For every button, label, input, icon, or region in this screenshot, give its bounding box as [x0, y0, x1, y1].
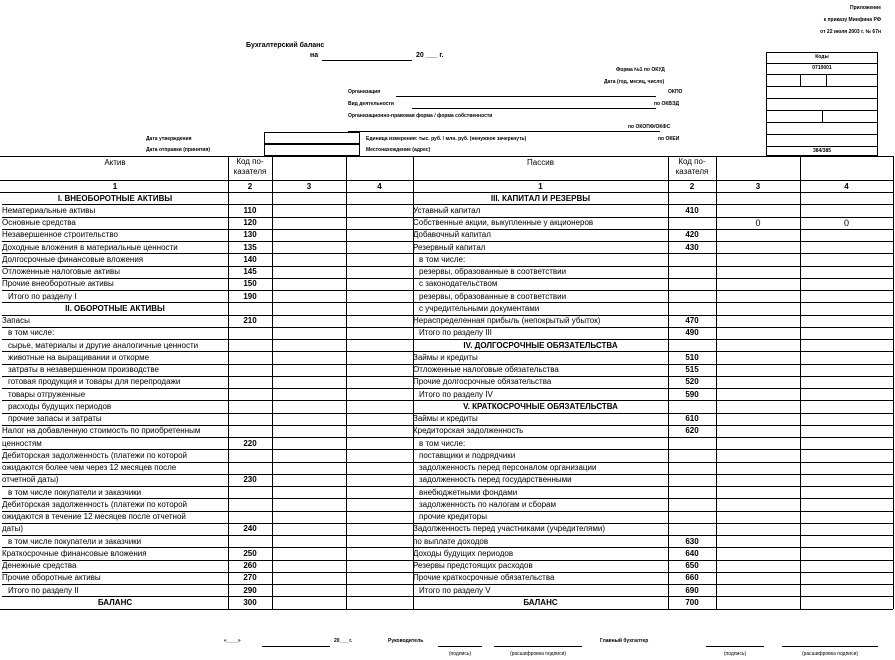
approve-date-label: Дата утверждения — [146, 136, 192, 142]
row-code-left: 240 — [243, 524, 257, 534]
passiv-header: Пассив — [527, 158, 554, 167]
row-label-left: животные на выращивании и откорме — [8, 352, 150, 362]
okpo-label: ОКПО — [668, 89, 683, 95]
row-label-left: в том числе покупатели и заказчики — [8, 487, 142, 497]
okved-label: по ОКВЭД — [654, 101, 680, 107]
row-label-right: резервы, образованные в соответствии — [419, 291, 567, 301]
address-label: Местонахождение (адрес) — [366, 147, 431, 153]
okei-label: по ОКЕИ — [658, 136, 680, 142]
code-okud: 0710001 — [812, 65, 832, 71]
row-code-left: 120 — [243, 218, 257, 227]
row-code-right: 640 — [685, 548, 699, 558]
row-label-left: Прочие оборотные активы — [2, 573, 101, 583]
head-decode-caption: (расшифровка подписи) — [509, 651, 567, 657]
row-label-right: Доходы будущих периодов — [413, 548, 514, 558]
row-label-right: БАЛАНС — [523, 597, 558, 607]
row-label-left: Денежные средства — [2, 561, 77, 570]
code-header-right-2: казателя — [675, 167, 709, 176]
row-label-right: Итого по разделу IV — [419, 389, 493, 399]
row-label-right: Прочие долгосрочные обязательства — [413, 377, 552, 387]
row-label-left: БАЛАНС — [97, 597, 133, 607]
row-label-left: Краткосрочные финансовые вложения — [2, 548, 147, 558]
row-code-right: 410 — [685, 205, 699, 215]
row-value-col3-right: 0 — [755, 218, 761, 228]
row-label-left: Долгосрочные финансовые вложения — [2, 254, 144, 264]
row-code-right: 420 — [685, 230, 699, 240]
order-line-2: от 22 июля 2003 г. № 67н — [820, 29, 881, 35]
row-label-left: Прочие внеоборотные активы — [2, 279, 114, 289]
col-number-3-left: 3 — [306, 182, 312, 191]
row-label-right: Добавочный капитал — [413, 230, 491, 240]
row-label-right: Задолженность перед участниками (учредителями) — [413, 524, 605, 534]
row-label-right: Резервы предстоящих расходов — [413, 561, 533, 570]
codes-title: Коды — [815, 54, 829, 60]
row-label-left: Запасы — [2, 316, 30, 325]
row-label-right: по выплате доходов — [413, 536, 489, 546]
row-label-left: II. ОБОРОТНЫЕ АКТИВЫ — [65, 303, 165, 313]
row-code-left: 260 — [243, 561, 257, 570]
col-number-3-right: 3 — [755, 182, 761, 191]
row-code-right: 650 — [685, 561, 699, 570]
on-date-label: на — [310, 52, 319, 59]
aktiv-header: Актив — [104, 158, 126, 167]
code-okei: 384/385 — [812, 148, 832, 154]
code-header-left-2: казателя — [233, 167, 267, 176]
row-label-right: Итого по разделу III — [419, 328, 492, 338]
row-label-right: Отложенные налоговые обязательства — [413, 365, 559, 374]
row-label-right: III. КАПИТАЛ И РЕЗЕРВЫ — [490, 193, 591, 203]
row-code-left: 220 — [243, 438, 257, 448]
row-label-left: Налог на добавленную стоимость по приобретенным — [2, 426, 201, 436]
row-label-right: прочие кредиторы — [419, 512, 487, 521]
row-label-right: задолженность перед персоналом организации — [419, 463, 597, 472]
row-label-left: прочие запасы и затраты — [8, 414, 102, 423]
row-code-right: 700 — [685, 597, 699, 607]
code-header-right-1: Код по- — [678, 157, 706, 166]
row-code-right: 430 — [685, 242, 699, 252]
row-label-right: V. КРАТКОСРОЧНЫЕ ОБЯЗАТЕЛЬСТВА — [463, 401, 618, 411]
row-code-left: 250 — [243, 548, 257, 558]
row-label-right: IV. ДОЛГОСРОЧНЫЕ ОБЯЗАТЕЛЬСТВА — [463, 340, 618, 350]
row-label-left: даты) — [2, 524, 24, 534]
col-number-2-right: 2 — [689, 182, 695, 191]
row-label-left: товары отгруженные — [8, 389, 86, 399]
head-label: Руководитель — [388, 638, 424, 644]
chief-sign-caption: (подпись) — [723, 651, 747, 657]
okopf-label: по ОКОПФ/ОКФС — [628, 124, 671, 130]
row-code-left: 290 — [243, 585, 257, 595]
row-code-left: 145 — [243, 267, 257, 276]
row-value-col4-right: 0 — [843, 218, 849, 228]
row-label-left: Основные средства — [2, 218, 76, 227]
row-code-left: 135 — [243, 242, 257, 252]
activity-label: Вид деятельности — [348, 101, 394, 107]
row-label-right: поставщики и подрядчики — [419, 450, 516, 460]
row-label-left: сырье, материалы и другие аналогичные ценности — [8, 340, 199, 350]
row-label-right: Итого по разделу V — [419, 585, 491, 595]
date-label: Дата (год, месяц, число) — [604, 79, 665, 85]
send-date-field[interactable] — [264, 144, 360, 156]
row-code-left: 300 — [243, 597, 257, 607]
row-label-left: расходы будущих периодов — [8, 401, 112, 411]
row-label-left: затраты в незавершенном производстве — [8, 365, 159, 374]
row-code-left: 270 — [243, 573, 257, 583]
row-code-left: 110 — [243, 205, 257, 215]
row-label-left: Отложенные налоговые активы — [2, 267, 120, 276]
order-line-1: к приказу Минфина РФ — [823, 17, 881, 23]
row-label-right: Собственные акции, выкупленные у акционеров — [413, 218, 594, 227]
appendix-label: Приложение — [850, 5, 881, 11]
row-label-right: внебюджетными фондами — [419, 487, 518, 497]
row-label-left: отчетной даты) — [2, 475, 59, 485]
row-label-right: в том числе: — [419, 254, 466, 264]
col-number-4-right: 4 — [844, 182, 849, 191]
row-label-left: Незавершенное строительство — [2, 230, 118, 240]
footer-date-quote: «____» — [224, 638, 241, 644]
org-label: Организация — [348, 89, 381, 95]
row-label-left: Итого по разделу I — [8, 291, 77, 301]
year-label: 20 ___ г. — [416, 52, 444, 59]
row-code-left: 190 — [243, 291, 257, 301]
row-label-right: задолженность перед государственными — [419, 475, 572, 485]
page-title: Бухгалтерский баланс — [246, 42, 325, 49]
footer-year: 20___ г. — [334, 638, 353, 644]
col-number-1-right: 1 — [538, 182, 543, 191]
unit-label: Единица измерения: тыс. руб. / млн. руб. (ненужное зачеркнуть) — [366, 136, 527, 142]
row-label-left: ожидаются в течение 12 месяцев после отчетной — [2, 512, 186, 521]
row-label-left: Дебиторская задолженность (платежи по которой — [2, 499, 188, 509]
row-label-right: Уставный капитал — [413, 205, 481, 215]
row-label-left: Нематериальные активы — [2, 205, 96, 215]
col-number-4-left: 4 — [377, 182, 382, 191]
row-label-left: в том числе покупатели и заказчики — [8, 536, 142, 546]
row-code-left: 140 — [243, 254, 257, 264]
row-label-left: готовая продукция и товары для перепродажи — [8, 377, 181, 387]
row-code-right: 690 — [685, 585, 699, 595]
row-code-right: 590 — [685, 389, 699, 399]
row-label-right: в том числе: — [419, 438, 466, 448]
col-number-2-left: 2 — [247, 182, 253, 191]
row-code-right: 520 — [685, 377, 699, 387]
row-label-right: Кредиторская задолженность — [413, 426, 524, 436]
row-label-right: с учредительными документами — [419, 303, 540, 313]
row-label-left: в том числе: — [8, 328, 55, 338]
row-label-left: Доходные вложения в материальные ценности — [2, 242, 178, 252]
row-label-right: Займы и кредиты — [413, 352, 478, 362]
approve-date-field[interactable] — [264, 132, 360, 144]
row-label-right: Прочие краткосрочные обязательства — [413, 573, 555, 583]
row-code-left: 230 — [243, 475, 257, 485]
head-sign-caption: (подпись) — [448, 651, 472, 657]
code-header-left-1: Код по- — [236, 157, 264, 166]
row-code-right: 610 — [685, 414, 699, 423]
row-code-left: 150 — [243, 279, 257, 289]
send-date-label: Дата отправки (принятия) — [146, 147, 211, 153]
row-label-right: с законодательством — [419, 279, 498, 289]
row-label-right: резервы, образованные в соответствии — [419, 267, 567, 276]
row-label-right: Резервный капитал — [413, 242, 486, 252]
row-label-right: Нераспределенная прибыль (непокрытый убыток) — [413, 316, 601, 325]
chief-decode-caption: (расшифровка подписи) — [801, 651, 859, 657]
row-code-right: 660 — [685, 573, 699, 583]
row-code-left: 130 — [243, 230, 257, 240]
legal-form-label: Организационно-правовая форма / форма собственности — [348, 113, 493, 119]
chief-accountant-label: Главный бухгалтер — [600, 638, 649, 644]
row-label-right: задолженность по налогам и сборам — [419, 499, 556, 509]
row-code-left: 210 — [243, 316, 257, 325]
row-code-right: 510 — [685, 352, 699, 362]
row-label-left: ценностям — [2, 438, 42, 448]
row-code-right: 490 — [685, 328, 699, 338]
row-code-right: 630 — [685, 536, 699, 546]
row-code-right: 620 — [685, 426, 699, 436]
row-code-right: 515 — [685, 365, 699, 374]
form-label: Форма №1 по ОКУД — [616, 67, 665, 73]
col-number-1-left: 1 — [112, 182, 118, 191]
row-label-left: Дебиторская задолженность (платежи по которой — [2, 450, 188, 460]
row-label-left: Итого по разделу II — [8, 585, 79, 595]
row-label-right: Займы и кредиты — [413, 414, 478, 423]
row-label-left: I. ВНЕОБОРОТНЫЕ АКТИВЫ — [57, 193, 173, 203]
row-label-left: ожидаются более чем через 12 месяцев после — [2, 463, 177, 472]
row-code-right: 470 — [685, 316, 699, 325]
